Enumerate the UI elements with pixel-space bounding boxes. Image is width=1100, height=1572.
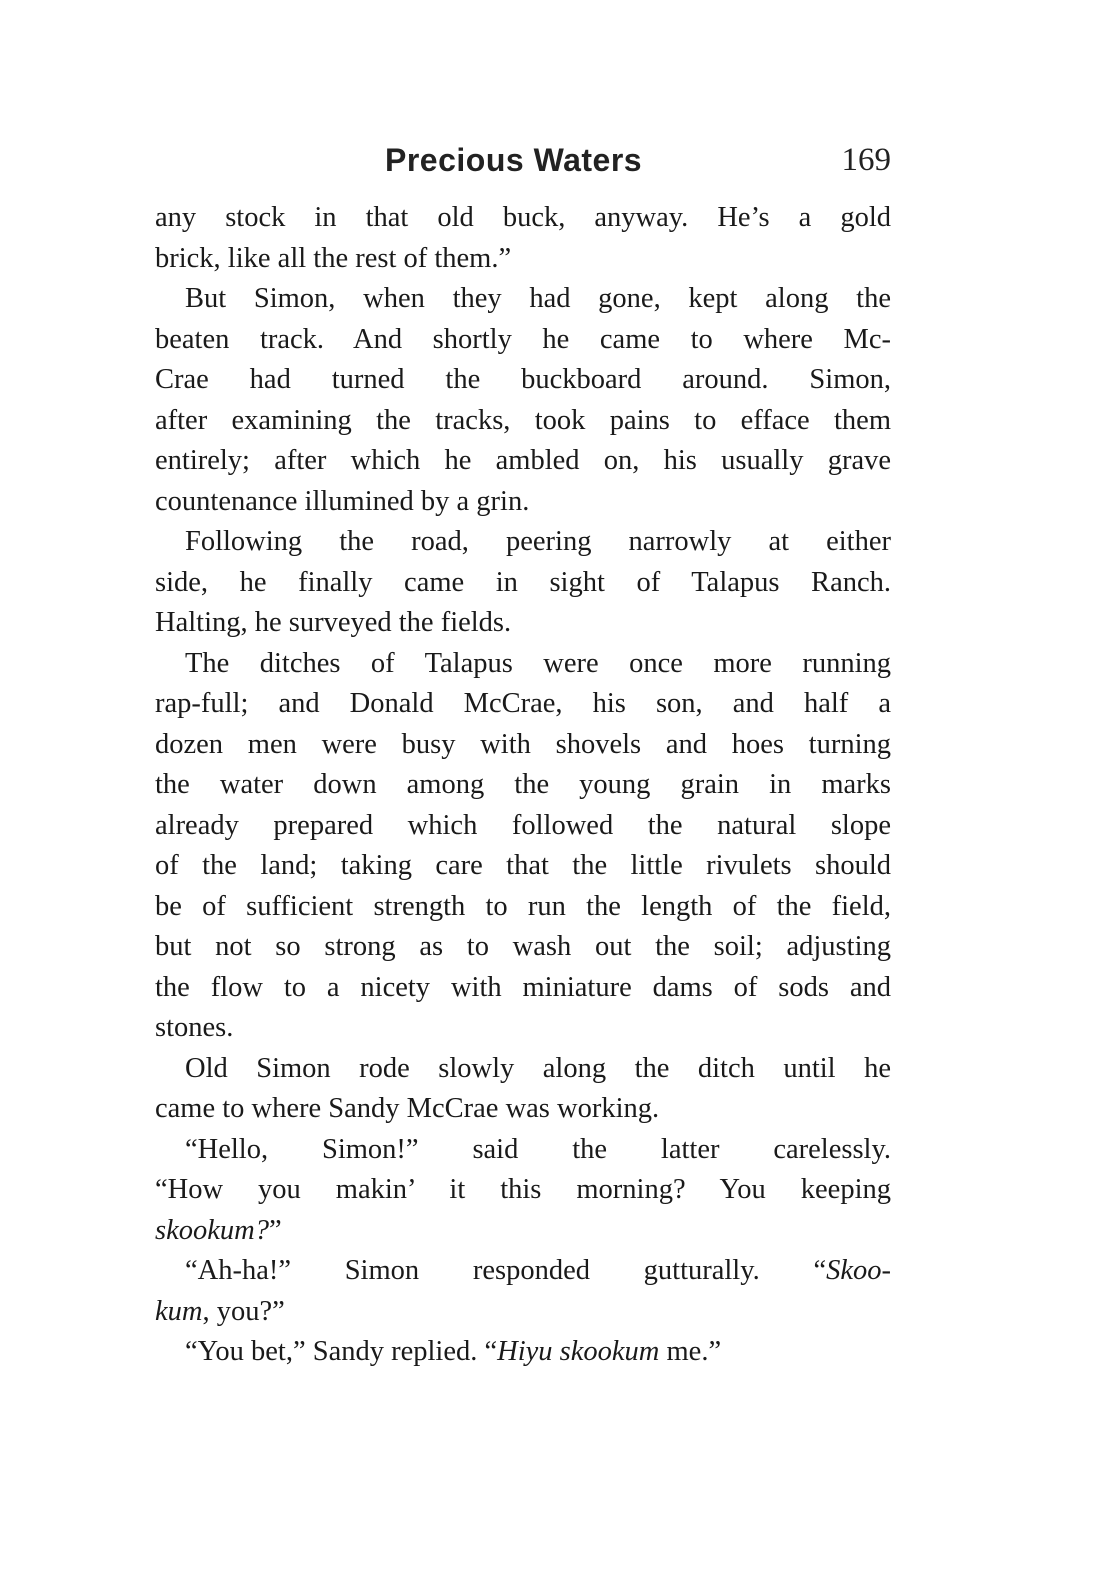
text-line: entirely; after which he ambled on, his usually grave [155, 445, 891, 476]
italic-text: Skoo- [826, 1255, 891, 1286]
text-line [155, 1251, 891, 1292]
page-number: 169 [841, 142, 891, 178]
text-line: beaten track. And shortly he came to where Mc- [155, 323, 891, 355]
running-title: Precious Waters [385, 142, 643, 178]
text-line: rap-full; and Donald McCrae, his son, and half a [155, 688, 891, 719]
text-line: any stock in that old buck, anyway. He’s a gold [155, 202, 891, 233]
text-line: Crae had turned the buckboard around. Simon, [155, 364, 891, 395]
text-line: the flow to a nicety with miniature dams of sods and [155, 971, 891, 1003]
text-line [155, 1292, 891, 1333]
text-line [155, 1332, 891, 1373]
running-head [155, 138, 891, 188]
text-line: already prepared which followed the natural slope [155, 809, 891, 841]
text-line: The ditches of Talapus were once more running [185, 647, 891, 679]
italic-text: skookum? [155, 1214, 269, 1246]
text-line: dozen men were busy with shovels and hoes turning [155, 728, 891, 760]
text-line: be of sufficient strength to run the length of the field, [155, 890, 891, 922]
text-line: Following the road, peering narrowly at either [185, 526, 891, 557]
text-line: brick, like all the rest of them.” [155, 242, 512, 274]
text-line: Halting, he surveyed the fields. [155, 607, 512, 638]
italic-text: kum [155, 1295, 203, 1327]
text-line: but not so strong as to wash out the soil; adjusting [155, 931, 891, 962]
text-line: the water down among the young grain in marks [155, 769, 891, 800]
italic-text: Hiyu skookum [497, 1336, 660, 1367]
text-line: “How you makin’ it this morning? You keeping [155, 1174, 891, 1205]
text-segment: , you?” [202, 1295, 285, 1327]
text-line: of the land; taking care that the little rivulets should [155, 850, 891, 881]
text-line: side, he finally came in sight of Talapus Ranch. [155, 566, 891, 598]
text-segment: “Ah-ha!” Simon responded gutturally. “ [185, 1255, 827, 1286]
text-segment: “You bet,” Sandy replied. “ [185, 1336, 498, 1367]
text-line: Old Simon rode slowly along the ditch until he [185, 1052, 891, 1084]
text-line: But Simon, when they had gone, kept along the [185, 283, 891, 314]
text-line: came to where Sandy McCrae was working. [155, 1093, 660, 1124]
text-line [155, 1211, 891, 1252]
text-line: after examining the tracks, took pains to efface them [155, 404, 891, 436]
text-line: stones. [155, 1012, 234, 1043]
text-line: “Hello, Simon!” said the latter carelessly. [185, 1133, 891, 1165]
body-text [155, 198, 891, 1373]
text-segment: ” [268, 1214, 282, 1246]
text-line: countenance illumined by a grin. [155, 485, 530, 517]
text-segment: me.” [659, 1336, 722, 1367]
